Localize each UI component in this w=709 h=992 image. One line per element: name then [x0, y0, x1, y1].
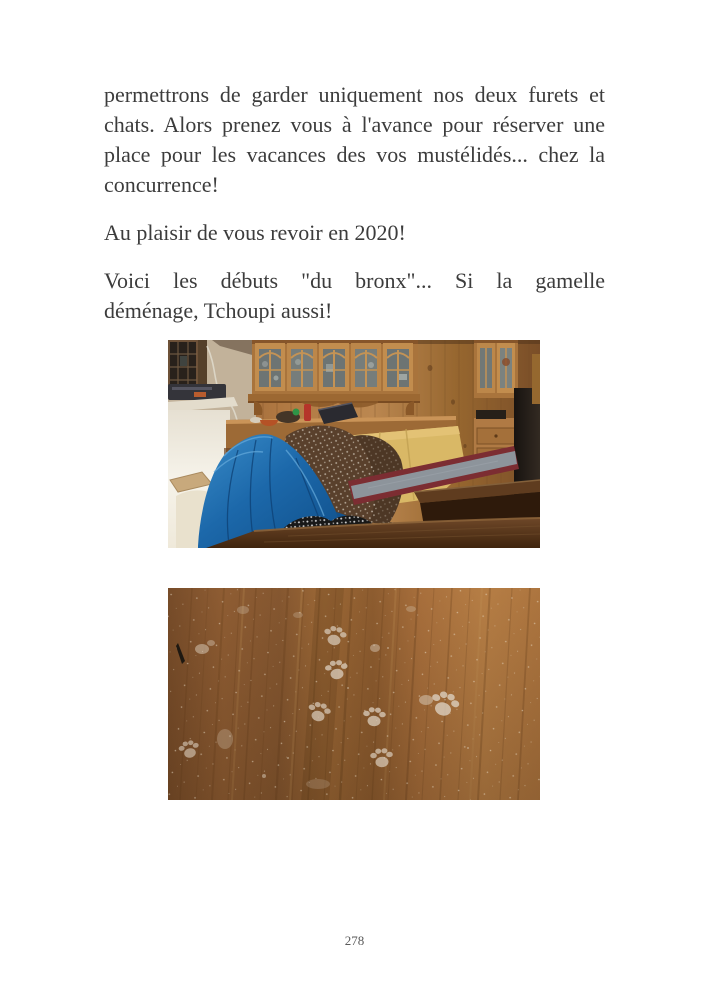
body-text [104, 80, 605, 344]
shelf [248, 394, 420, 401]
paragraph-2 [104, 218, 605, 248]
photo-living-room [168, 340, 540, 548]
paragraph-3 [104, 266, 605, 326]
text-line: Voici les débuts "du bronx"... Si la gamelle [104, 268, 605, 293]
cabinet-doors [255, 343, 413, 391]
wood-surface [168, 588, 540, 800]
green-ball [293, 409, 300, 416]
text-line: Au plaisir de vous revoir en 2020! [104, 220, 406, 245]
photo-paw-prints [168, 588, 540, 800]
text-line: concurrence! [104, 172, 219, 197]
text-line: permettrons de garder uniquement nos deux furets et [104, 82, 605, 107]
red-thermos [304, 404, 311, 421]
paragraph-1 [104, 80, 605, 200]
page-number: 278 [344, 933, 365, 948]
text-line: chats. Alors prenez vous à l'avance pour réserver une [104, 112, 605, 137]
text-line: place pour les vacances des vos mustélidés... chez la [104, 142, 605, 167]
text-line: déménage, Tchoupi aussi! [104, 298, 333, 323]
